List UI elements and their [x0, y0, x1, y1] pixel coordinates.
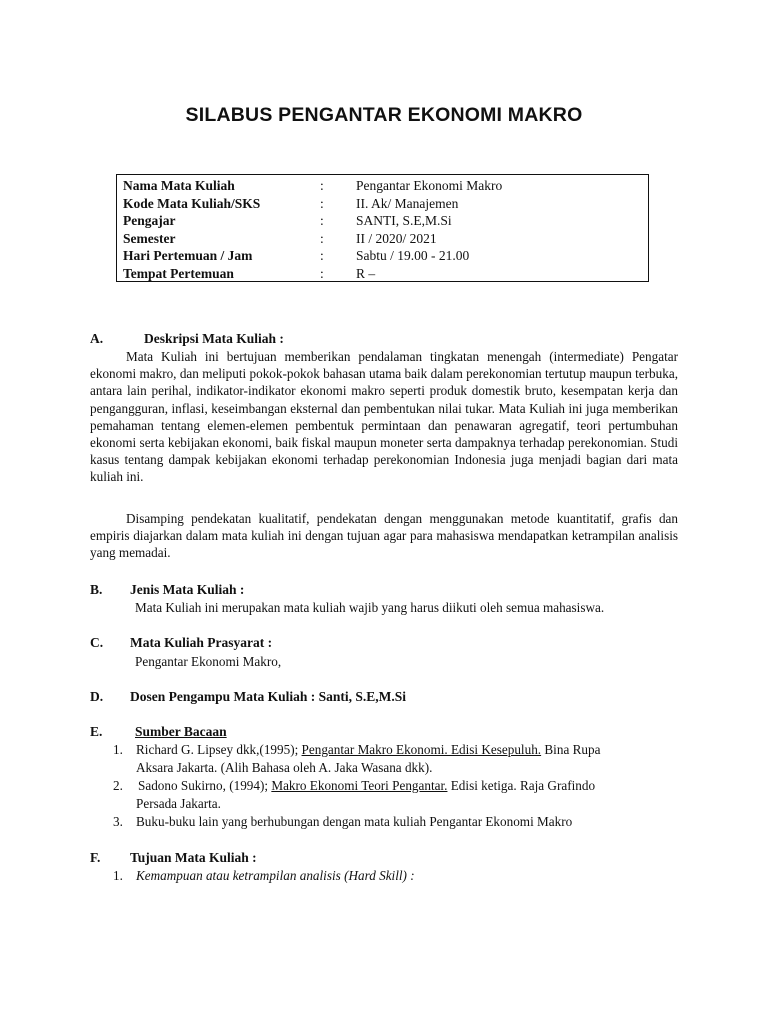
section-b-text: Mata Kuliah ini merupakan mata kuliah wajib yang harus diikuti oleh semua mahasiswa.	[135, 600, 605, 615]
reference-book-title: Makro Ekonomi Teori Pengantar.	[271, 778, 448, 793]
info-colon: :	[320, 265, 324, 281]
list-number: 2.	[113, 778, 123, 793]
info-value: SANTI, S.E,M.Si	[356, 213, 452, 228]
objective-text: Kemampuan atau ketrampilan analisis (Hard Skill) :	[136, 868, 415, 883]
section-title: Sumber Bacaan	[135, 724, 227, 739]
info-value: R –	[356, 265, 376, 281]
list-number: 3.	[113, 814, 123, 829]
reference-line-2: Persada Jakarta.	[136, 795, 221, 811]
section-a-paragraph-2: Disamping pendekatan kualitatif, pendekatan dengan menggunakan metode kuantitatif, grafis dan empiris diajarkan dalam mata kuliah ini dengan tujuan agar para mahasiswa mendapatkan ketrampilan analisis yang memadai.	[90, 511, 678, 561]
reference-author: Sadono Sukirno, (1994);	[138, 778, 272, 793]
reference-line	[136, 741, 600, 759]
reference-line: Buku-buku lain yang berhubungan dengan mata kuliah Pengantar Ekonomi Makro	[136, 814, 573, 829]
info-colon: :	[320, 230, 324, 246]
section-letter: B.	[90, 582, 103, 597]
info-label: Semester	[123, 230, 176, 246]
reference-publisher: Edisi ketiga. Raja Grafindo	[447, 778, 596, 793]
info-colon: :	[320, 195, 324, 211]
section-title: Tujuan Mata Kuliah :	[130, 850, 257, 865]
info-label: Pengajar	[123, 213, 176, 228]
section-letter: A.	[90, 331, 104, 346]
reference-line-2: Aksara Jakarta. (Alih Bahasa oleh A. Jaka Wasana dkk).	[136, 759, 433, 775]
reference-book-title: Pengantar Makro Ekonomi. Edisi Kesepuluh.	[301, 742, 542, 757]
section-letter: E.	[90, 724, 103, 739]
list-number: 1.	[113, 868, 123, 883]
section-letter: C.	[90, 635, 104, 650]
reference-author: Richard G. Lipsey dkk,(1995);	[136, 742, 302, 757]
info-value: II / 2020/ 2021	[356, 230, 437, 246]
section-title: Dosen Pengampu Mata Kuliah : Santi, S.E,M.Si	[130, 689, 407, 704]
info-colon: :	[320, 213, 324, 228]
info-label: Nama Mata Kuliah	[123, 178, 235, 193]
reference-line	[138, 777, 595, 795]
info-value: Sabtu / 19.00 - 21.00	[356, 248, 470, 263]
list-number: 1.	[113, 742, 123, 757]
document-title: SILABUS PENGANTAR EKONOMI MAKRO	[185, 104, 583, 126]
section-c-text: Pengantar Ekonomi Makro,	[135, 654, 282, 669]
info-value: Pengantar Ekonomi Makro	[356, 178, 503, 193]
info-label: Hari Pertemuan / Jam	[123, 248, 253, 263]
reference-publisher: Bina Rupa	[541, 742, 601, 757]
info-colon: :	[320, 248, 324, 263]
info-colon: :	[320, 178, 324, 193]
info-label: Kode Mata Kuliah/SKS	[123, 195, 261, 211]
section-title: Jenis Mata Kuliah :	[130, 582, 245, 597]
info-value: II. Ak/ Manajemen	[356, 195, 459, 211]
section-title: Mata Kuliah Prasyarat :	[130, 635, 273, 650]
section-a-paragraph-1: Mata Kuliah ini bertujuan memberikan pendalaman tingkatan menengah (intermediate) Pengatar ekonomi makro, dan meliputi pokok-pokok bahasan utama baik dalam perekonomian tertutup maupun terbuka, antara lain perihal, indikator-indikator ekonomi makro seperti produk domestik bruto, kesempatan kerja dan pengangguran, inflasi, keseimbangan eksternal dan pembentukan nilai tukar. Mata Kuliah ini juga memberikan pemahaman tentang elemen-elemen pembentuk permintaan dan penawaran agregatif, teori pertumbuhan ekonomi serta kebijakan ekonomi, baik fiskal maupun moneter serta dampaknya terhadap perekonomian. Studi kasus tentang dampak kebijakan ekonomi terhadap perekonomian Indonesia juga menjadi bagian dari mata kuliah ini.	[90, 349, 678, 485]
section-title: Deskripsi Mata Kuliah :	[144, 331, 284, 346]
course-info-table	[116, 174, 649, 282]
section-letter: F.	[90, 850, 101, 865]
section-letter: D.	[90, 689, 104, 704]
info-label: Tempat Pertemuan	[123, 265, 234, 281]
